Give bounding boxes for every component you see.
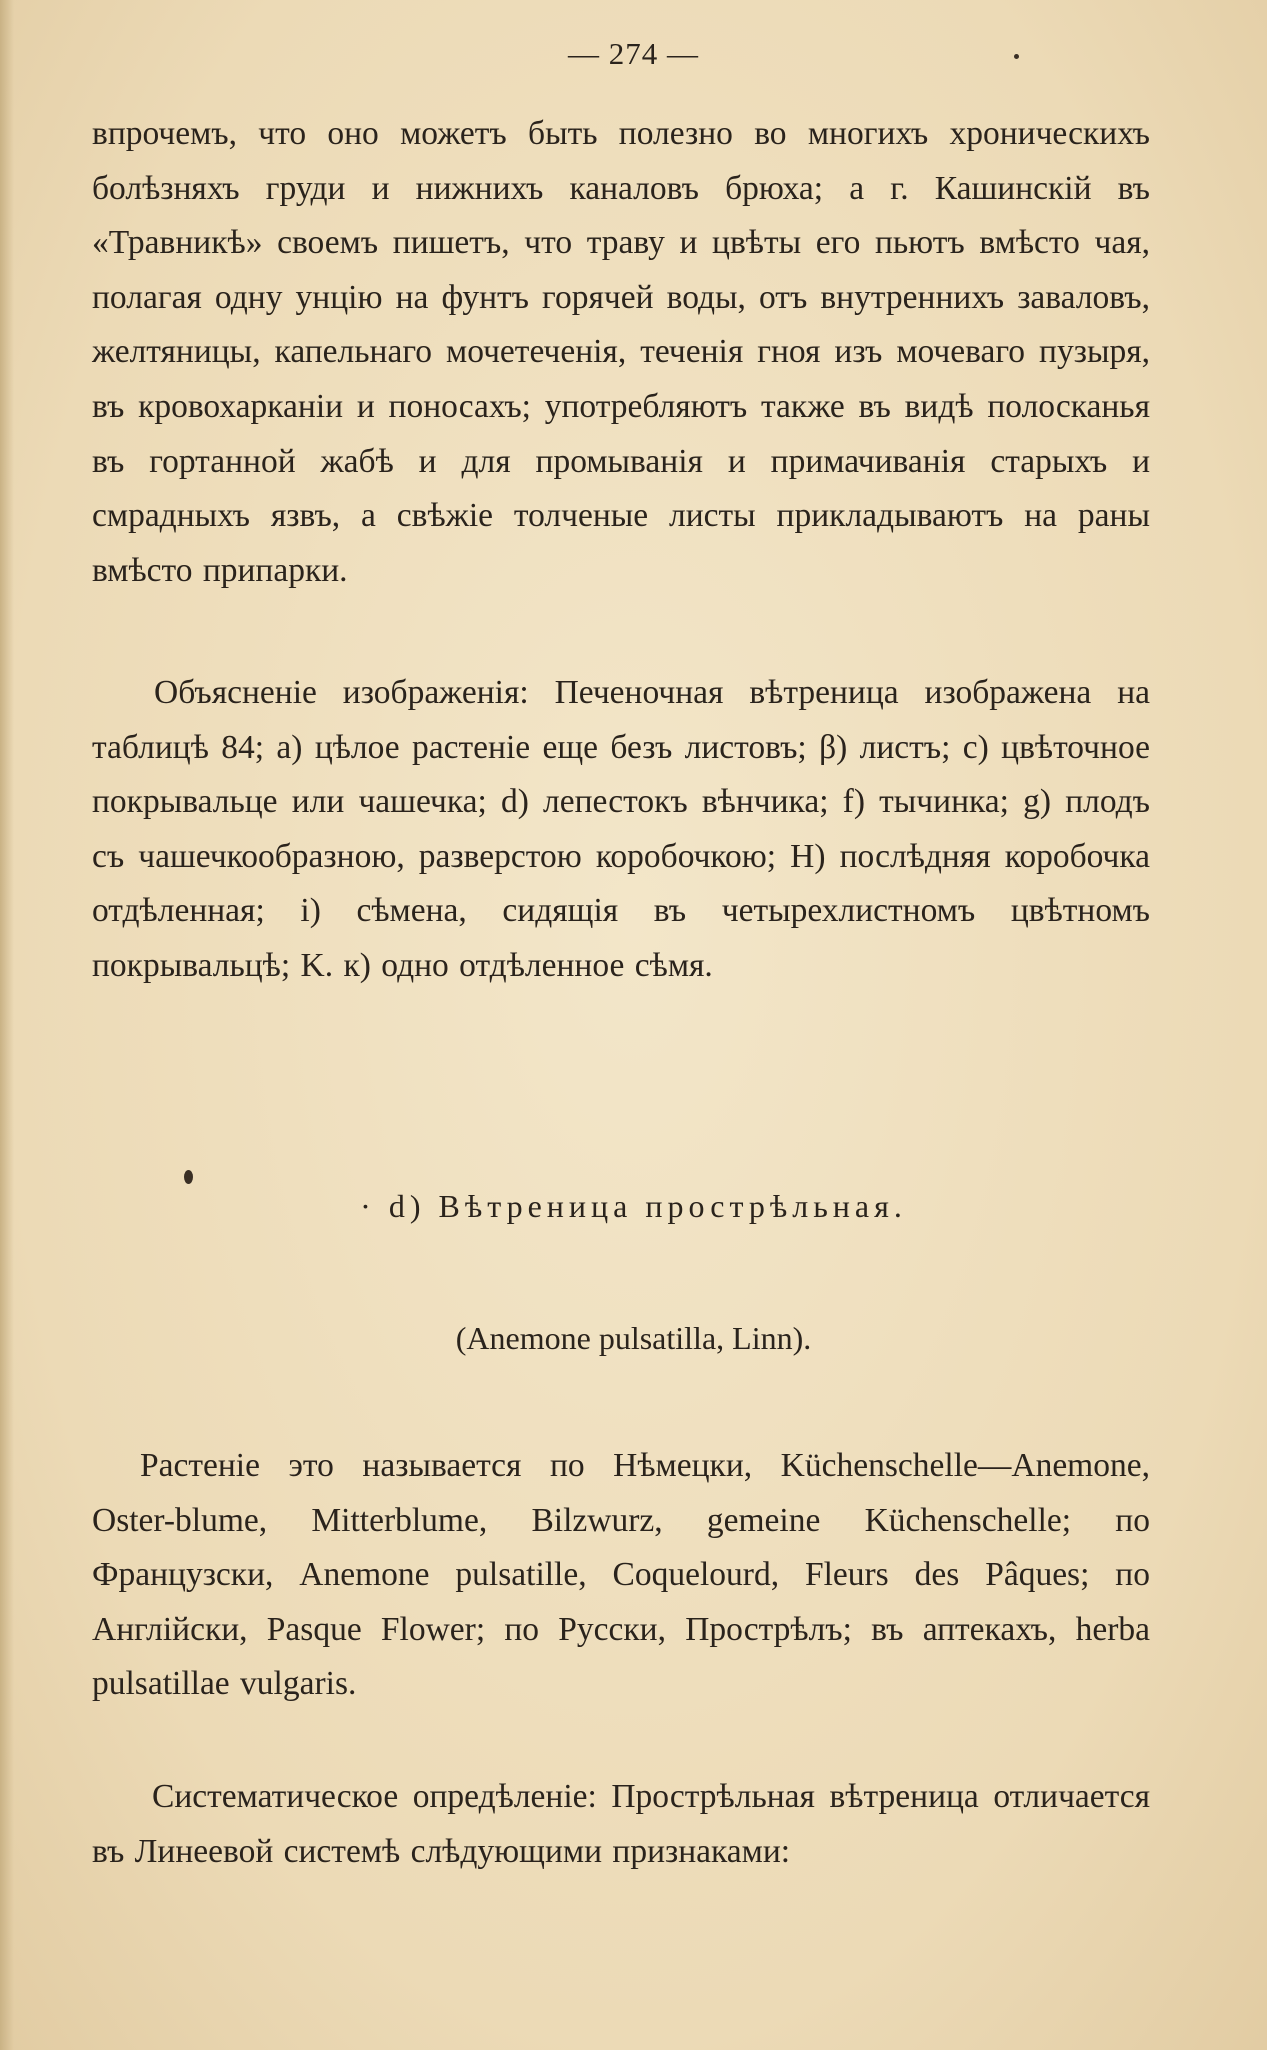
page-binding-edge	[0, 0, 14, 2050]
paragraph-systematic-definition: Систематическое опредѣленіе: Прострѣльная вѣтреница отличается въ Линеевой системѣ слѣдующими признаками:	[92, 1778, 1150, 1870]
latin-species-name: (Anemone pulsatilla, Linn).	[455, 1320, 812, 1356]
paragraph-common-names: Растеніе это называется по Нѣмецки, Küchenschelle—Anemone, Oster-blume, Mitterblume, Bilzwurz, gemeine Küchenschelle; по Французски, Anemone pulsatille, Coquelourd, Fleurs des Pâques; по Англійски, Pasque Flower; по Русски, Прострѣлъ; въ аптекахъ, herba pulsatillae vulgaris.	[92, 1447, 1150, 1703]
ink-speck	[1014, 54, 1019, 59]
page-number: — 274 —	[568, 36, 699, 71]
paragraph-figure-explanation: Объясненіе изображенія: Печеночная вѣтреница изображена на таблицѣ 84; а) цѣлое растеніе еще безъ листовъ; β) листъ; с) цвѣточное покрывальце или чашечка; d) лепестокъ вѣнчика; f) тычинка; g) плодъ съ чашечкообразною, разверстою коробочкою; H) послѣдняя коробочка отдѣленная; i) сѣмена, сидящія въ четырехлистномъ цвѣтномъ покрывальцѣ; K. к) одно отдѣленное сѣмя.	[92, 674, 1150, 984]
paragraph-medical-uses: впрочемъ, что оно можетъ быть полезно во многихъ хроническихъ болѣзняхъ груди и нижнихъ каналовъ брюха; а г. Кашинскій въ «Травникѣ» своемъ пишетъ, что траву и цвѣты его пьютъ вмѣсто чая, полагая одну унцію на фунтъ горячей воды, отъ внутреннихъ заваловъ, желтяницы, капельнаго мочетеченія, теченія гноя изъ мочеваго пузыря, въ кровохарканіи и поносахъ; употребляютъ также въ видѣ полосканья въ гортанной жабѣ и для промыванія и примачиванія старыхъ и смрадныхъ язвъ, а свѣжіе толченые листы прикладываютъ на раны вмѣсто припарки.	[92, 115, 1150, 589]
ink-speck	[184, 1170, 193, 1184]
section-heading: · d) Вѣтреница прострѣльная.	[360, 1188, 907, 1224]
